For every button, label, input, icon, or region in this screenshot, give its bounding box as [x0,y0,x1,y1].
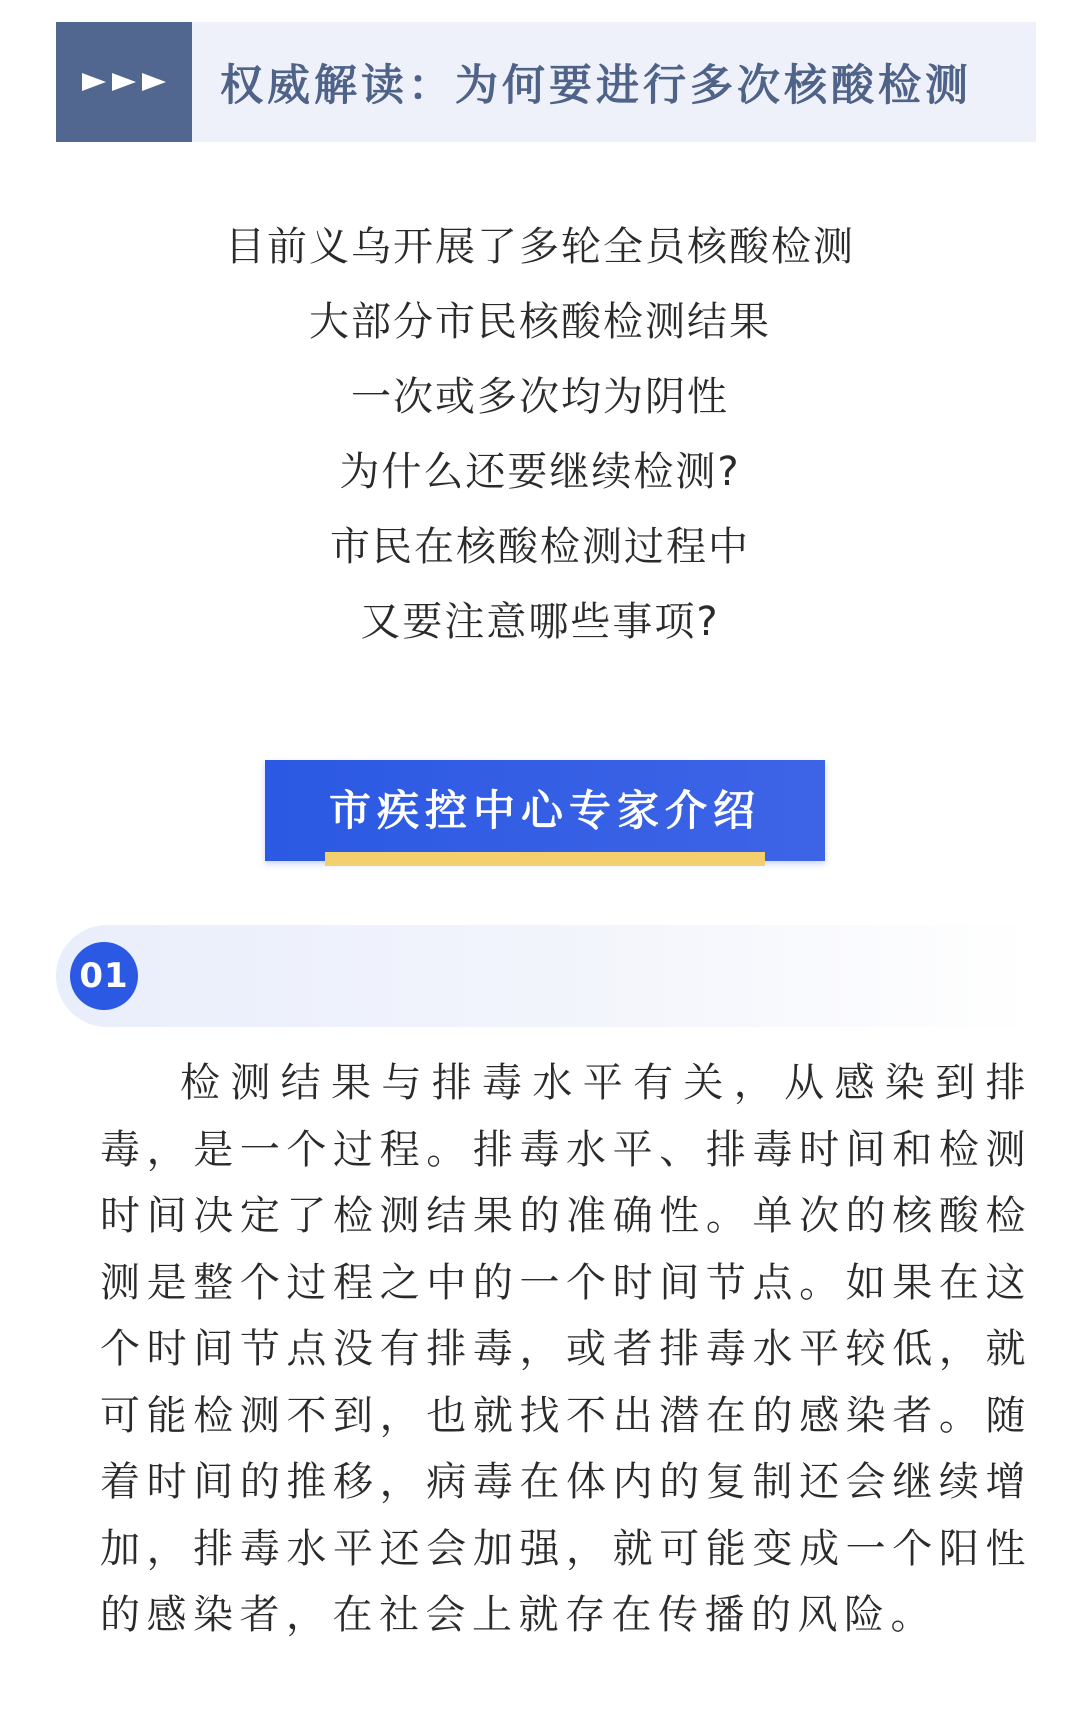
arrow-icon [142,73,166,91]
expert-intro-label: 市疾控中心专家介绍 [328,786,761,835]
article-title: 权威解读：为何要进行多次核酸检测 [220,60,972,111]
intro-line: 目前义乌开展了多轮全员核酸检测 [225,224,855,270]
intro-line: 又要注意哪些事项? [360,599,720,645]
section-header-strip [56,925,1036,1027]
header-badge [56,22,192,142]
intro-line: 一次或多次均为阴性 [351,374,729,420]
arrow-icon [112,73,136,91]
article-header [56,22,1036,142]
body-paragraph: 检测结果与排毒水平有关，从感染到排毒，是一个过程。排毒水平、排毒时间和检测时间决定了检测结果的准确性。单次的核酸检测是整个过程之中的一个时间节点。如果在这个时间节点没有排毒，或者排毒水平较低，就可能检测不到，也就找不出潜在的感染者。随着时间的推移，病毒在体内的复制还会继续增加，排毒水平还会加强，就可能变成一个阳性的感染者，在社会上就存在传播的风险。 [100,1060,1032,1638]
expert-intro-banner [265,760,825,861]
section-number-badge: 01 [70,942,138,1010]
arrow-icon [82,73,106,91]
intro-line: 大部分市民核酸检测结果 [309,299,771,345]
triple-arrow-icon [82,73,166,91]
intro-line: 市民在核酸检测过程中 [330,524,750,570]
intro-line: 为什么还要继续检测? [339,449,741,495]
intro-block [0,210,1080,660]
